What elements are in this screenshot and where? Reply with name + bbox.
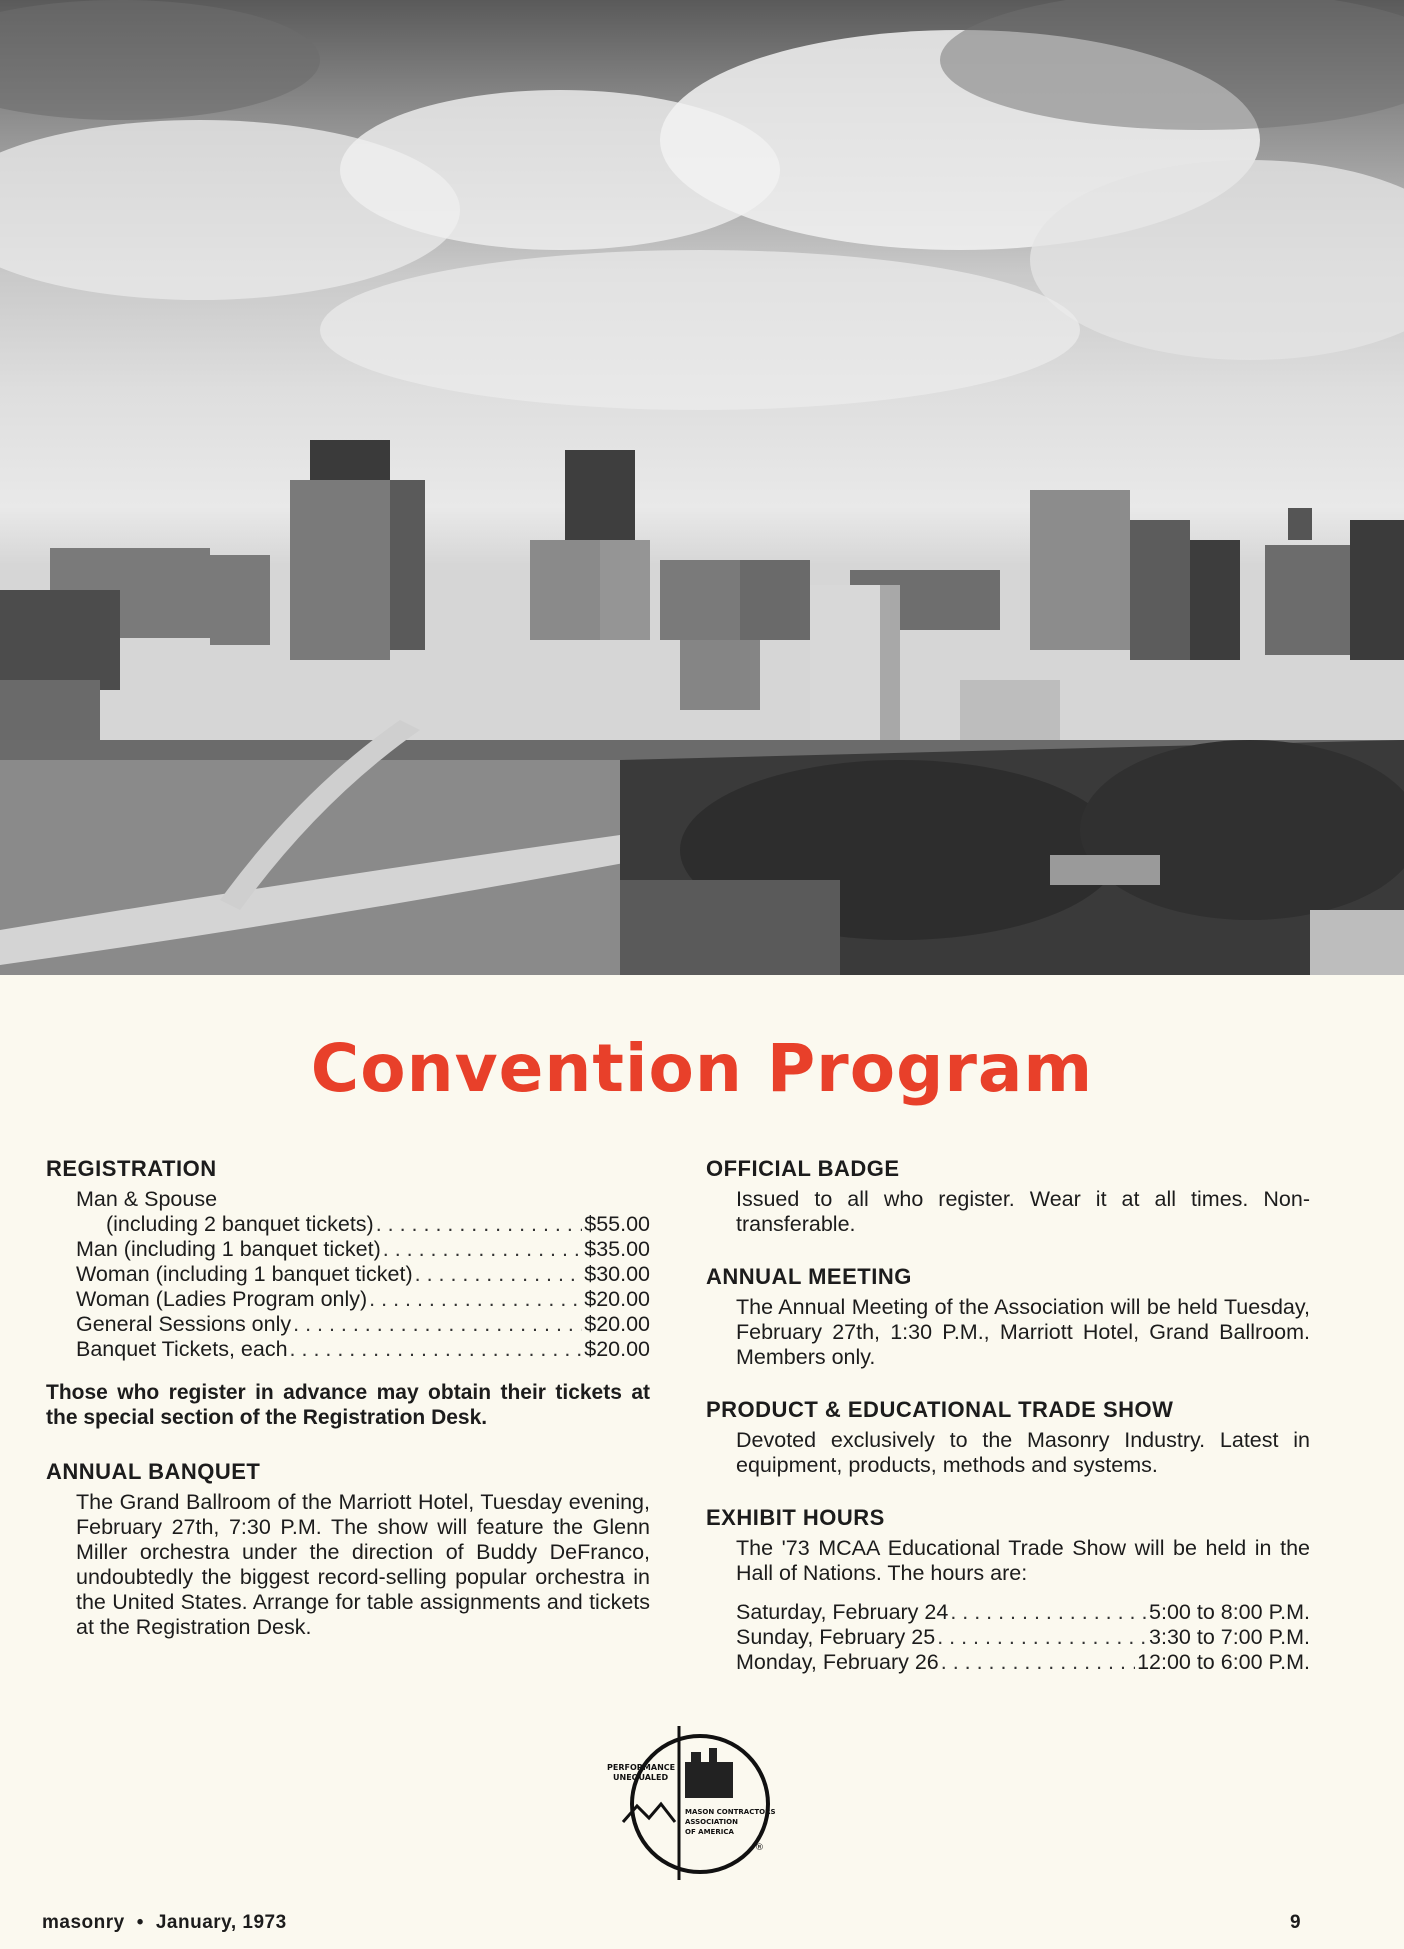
- fee-row: [46, 1237, 650, 1262]
- leader-dots: [415, 1262, 583, 1287]
- hours-time: 12:00 to 6:00 P.M.: [1137, 1650, 1310, 1674]
- leader-dots: [383, 1237, 582, 1262]
- hours-row: [706, 1600, 1310, 1625]
- fee-row: [46, 1287, 650, 1312]
- hours-time: 3:30 to 7:00 P.M.: [1149, 1625, 1310, 1649]
- leader-dots: [376, 1212, 583, 1237]
- page-number: 9: [1290, 1912, 1301, 1933]
- fee-row: [46, 1212, 650, 1237]
- meeting-section: [706, 1263, 1310, 1370]
- hours-time: 5:00 to 8:00 P.M.: [1149, 1600, 1310, 1624]
- tradeshow-section: [706, 1396, 1310, 1478]
- logo-right-text-3: OF AMERICA: [685, 1828, 734, 1836]
- page-title: Convention Program: [310, 1030, 1094, 1107]
- footer: [42, 1912, 287, 1934]
- leader-dots: [293, 1312, 582, 1337]
- meeting-heading: ANNUAL MEETING: [706, 1264, 912, 1289]
- tradeshow-heading: PRODUCT & EDUCATIONAL TRADE SHOW: [706, 1397, 1174, 1422]
- hours-row: [706, 1625, 1310, 1650]
- fee-label: General Sessions only: [76, 1312, 292, 1336]
- hours-day: Saturday, February 24: [736, 1600, 949, 1624]
- exhibit-section: [706, 1504, 1310, 1675]
- banquet-heading: ANNUAL BANQUET: [46, 1459, 261, 1484]
- footer-separator: •: [136, 1912, 144, 1933]
- registration-note: Those who register in advance may obtain their tickets at the special section of the Registration Desk.: [46, 1381, 650, 1429]
- fee-amount: $35.00: [584, 1237, 650, 1261]
- right-column: [706, 1155, 1310, 1701]
- exhibit-heading: EXHIBIT HOURS: [706, 1505, 885, 1530]
- fee-label: Woman (Ladies Program only): [76, 1287, 368, 1311]
- fee-amount: $20.00: [584, 1287, 650, 1311]
- badge-section: [706, 1155, 1310, 1237]
- logo-right-text-1: MASON CONTRACTORS: [685, 1808, 776, 1816]
- banquet-text: The Grand Ballroom of the Marriott Hotel, Tuesday evening, February 27th, 7:30 P.M. The show will feature the Glenn Miller orchestra under the direction of Buddy DeFranco, undoubtedly the biggest record-selling popular orchestra in the United States. Arrange for table assignments and tickets at the Registration Desk.: [76, 1490, 650, 1639]
- registration-intro: Man & Spouse: [76, 1187, 218, 1211]
- fee-amount: $20.00: [584, 1312, 650, 1336]
- leader-dots: [950, 1600, 1147, 1625]
- logo-registered-mark: ®: [755, 1843, 764, 1853]
- tradeshow-text: Devoted exclusively to the Masonry Industry. Latest in equipment, products, methods and systems.: [736, 1428, 1310, 1477]
- badge-heading: OFFICIAL BADGE: [706, 1156, 900, 1181]
- fee-label: (including 2 banquet tickets): [106, 1212, 374, 1236]
- fee-label: Woman (including 1 banquet ticket): [76, 1262, 413, 1286]
- registration-heading: REGISTRATION: [46, 1156, 217, 1181]
- logo-left-text-1: PERFORMANCE: [607, 1763, 676, 1772]
- leader-dots: [369, 1287, 582, 1312]
- fee-row: [46, 1262, 650, 1287]
- logo-right-text-2: ASSOCIATION: [685, 1818, 738, 1826]
- fee-amount: $30.00: [584, 1262, 650, 1286]
- fee-row: [46, 1337, 650, 1362]
- exhibit-hours-list: [706, 1600, 1310, 1675]
- fee-row: [46, 1312, 650, 1337]
- leader-dots: [290, 1337, 583, 1362]
- logo-left-text-2: UNEQUALED: [613, 1773, 669, 1782]
- fee-amount: $55.00: [584, 1212, 650, 1236]
- badge-text: Issued to all who register. Wear it at all times. Non-transferable.: [736, 1187, 1310, 1236]
- footer-magazine: masonry: [42, 1912, 125, 1933]
- footer-date: January, 1973: [155, 1912, 287, 1933]
- fee-label: Banquet Tickets, each: [76, 1337, 288, 1361]
- registration-section: [46, 1155, 650, 1430]
- exhibit-text: The '73 MCAA Educational Trade Show will be held in the Hall of Nations. The hours are:: [736, 1536, 1310, 1585]
- left-column: [46, 1155, 650, 1666]
- hours-day: Monday, February 26: [736, 1650, 939, 1674]
- hours-day: Sunday, February 25: [736, 1625, 936, 1649]
- meeting-text: The Annual Meeting of the Association will be held Tuesday, February 27th, 1:30 P.M., Marriott Hotel, Grand Ballroom. Members only.: [736, 1295, 1310, 1369]
- leader-dots: [941, 1650, 1135, 1675]
- hours-row: [706, 1650, 1310, 1675]
- leader-dots: [937, 1625, 1147, 1650]
- mcaa-logo: [605, 1722, 795, 1882]
- banquet-section: [46, 1458, 650, 1640]
- fee-amount: $20.00: [584, 1337, 650, 1361]
- fee-label: Man (including 1 banquet ticket): [76, 1237, 381, 1261]
